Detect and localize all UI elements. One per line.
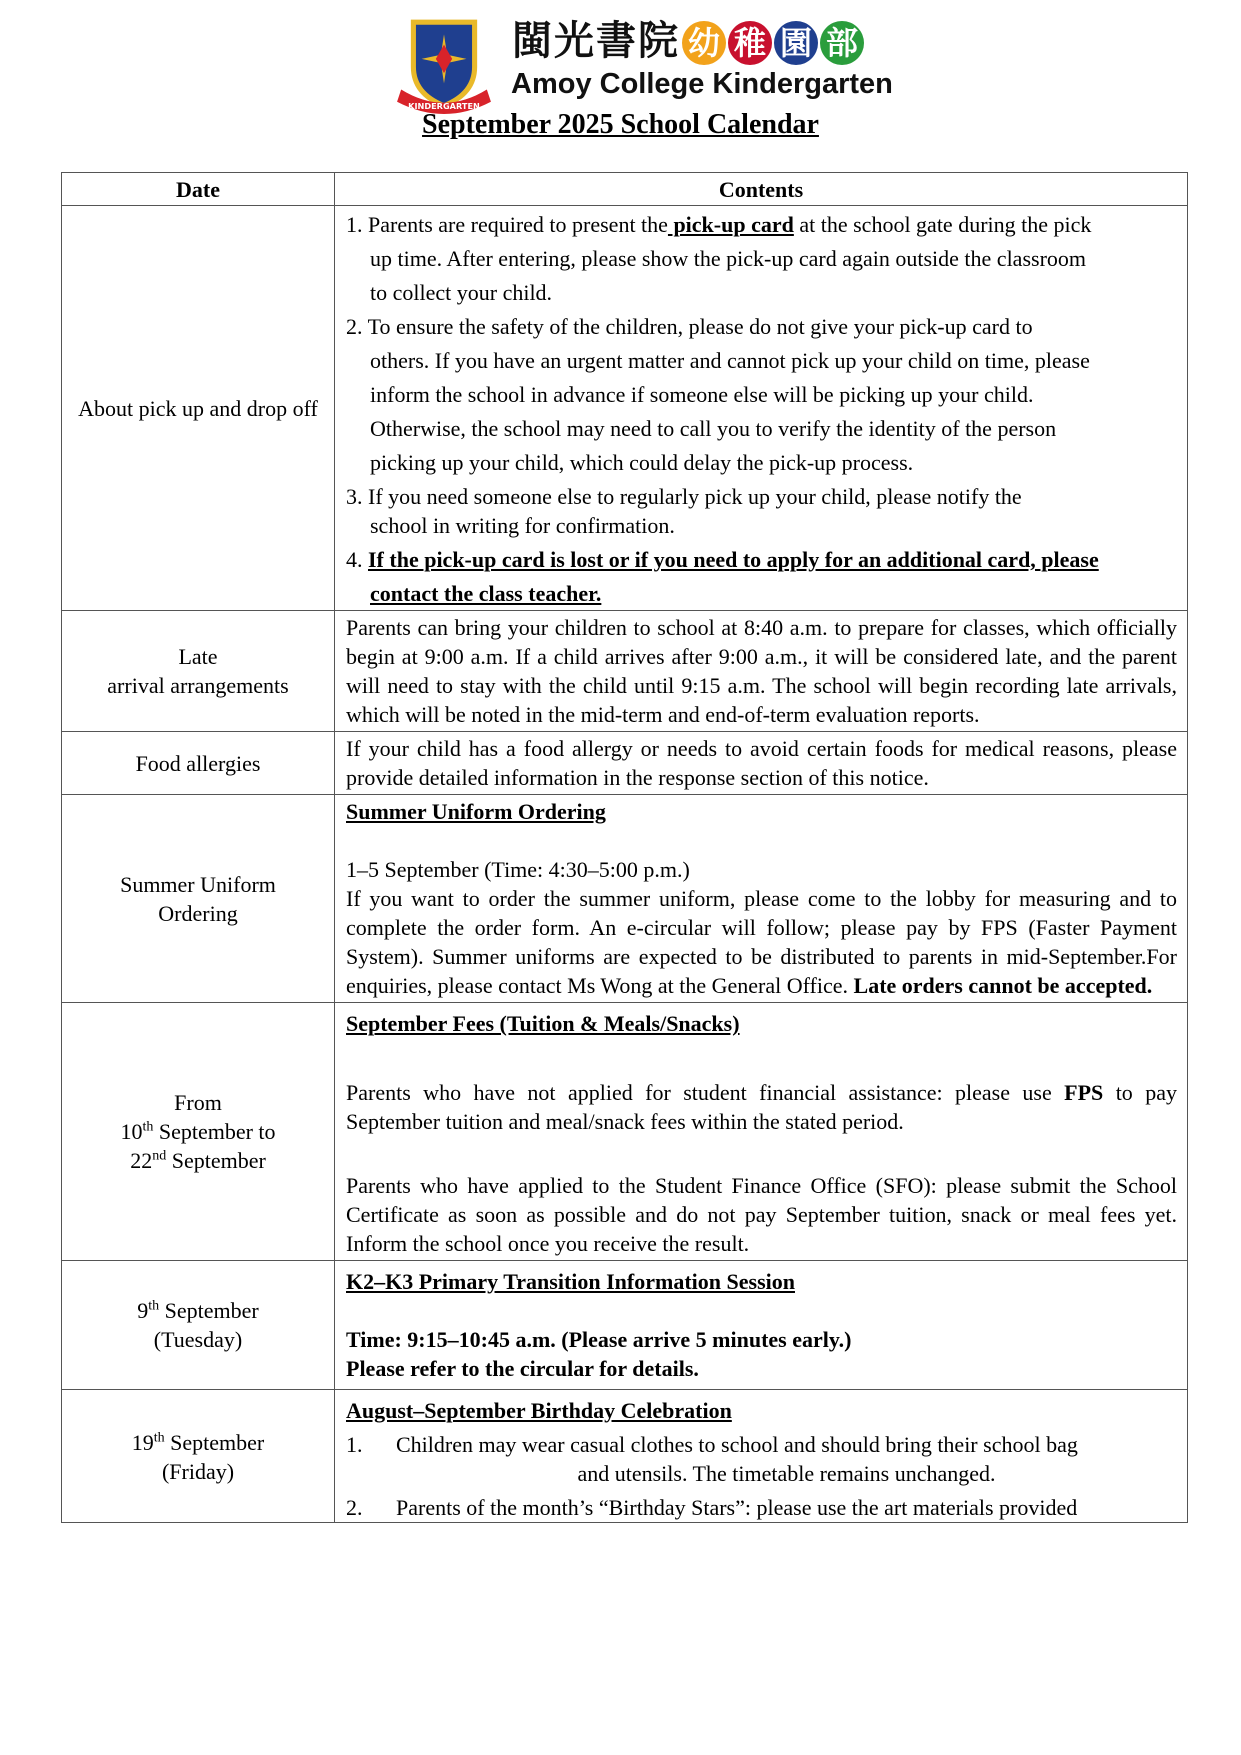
header-contents: Contents [335, 173, 1188, 206]
uniform-heading: Summer Uniform Ordering [346, 799, 606, 824]
char-circle-2: 稚 [728, 21, 772, 65]
english-school-name: Amoy College Kindergarten [511, 68, 893, 100]
transition-refer: Please refer to the circular for details. [346, 1356, 699, 1381]
pickup-line-12: contact the class teacher. [370, 581, 602, 606]
school-crest-logo [393, 14, 495, 116]
content-transition-session [335, 1261, 1188, 1390]
fees-paragraph-1: Parents who have not applied for student financial assistance: please use FPS to pay September tuition and meal/snack fees within the stated period. [346, 1080, 1177, 1134]
logo-ribbon-text: KINDERGARTEN [408, 100, 480, 111]
birthday-item-2: 2. Parents of the month’s “Birthday Stars”: please use the art materials provided [346, 1495, 1078, 1520]
content-food-allergies [335, 732, 1188, 795]
date-september-fees [62, 1003, 335, 1261]
birthday-date: 19th September [131, 1430, 265, 1455]
pickup-line-6: inform the school in advance if someone else will be picking up your child. [370, 382, 1034, 407]
row-summer-uniform [62, 795, 1188, 1003]
date-late-arrival [62, 611, 335, 732]
char-circle-4: 部 [820, 21, 864, 65]
header-date: Date [62, 173, 335, 206]
fees-date-from: From [174, 1090, 222, 1115]
row-food-allergies [62, 732, 1188, 795]
transition-heading: K2–K3 Primary Transition Information Session [346, 1269, 795, 1294]
uniform-text: If you want to order the summer uniform, please come to the lobby for measuring and to complete the order form. An e-circular will follow; please pay by FPS (Faster Payment System). Summer uniforms are expected to be distributed to parents in mid-September.For enquiries, please contact Ms Wong at the General Office. Late orders cannot be accepted. [346, 886, 1177, 998]
char-circle-1: 幼 [682, 21, 726, 65]
row-birthday-celebration [62, 1390, 1188, 1523]
pickup-line-5: others. If you have an urgent matter and cannot pick up your child on time, please [370, 348, 1090, 373]
late-arrival-text: Parents can bring your children to school at 8:40 a.m. to prepare for classes, which officially begin at 9:00 a.m. If a child arrives after 9:00 a.m., it will be considered late, and the parent will need to stay with the child until 9:15 a.m. The school will begin recording late arrivals, which will be noted in the mid-term and end-of-term evaluation reports. [346, 615, 1177, 727]
birthday-item-1: 1. Children may wear casual clothes to school and should bring their school bag and utensils. The timetable remains unchanged. [346, 1432, 1078, 1486]
pickup-line-8: picking up your child, which could delay the pick-up process. [370, 450, 914, 475]
row-transition-session [62, 1261, 1188, 1390]
pickup-line-11: 4. If the pick-up card is lost or if you need to apply for an additional card, please [346, 547, 1099, 572]
row-pickup [62, 206, 1188, 611]
pickup-line-9: 3. If you need someone else to regularly pick up your child, please notify the [346, 484, 1022, 509]
chinese-name-text: 閩光書院 [512, 18, 680, 64]
school-calendar-table [61, 172, 1188, 1523]
pickup-line-7: Otherwise, the school may need to call you to verify the identity of the person [370, 416, 1057, 441]
pickup-line-3: to collect your child. [370, 280, 553, 305]
date-late-line1: Late [178, 644, 218, 669]
date-summer-uniform: Summer Uniform Ordering [62, 795, 335, 1003]
date-late-line2: arrival arrangements [107, 673, 289, 698]
document-title: September 2025 School Calendar [422, 109, 819, 140]
pickup-line-4: 2. To ensure the safety of the children, please do not give your pick-up card to [346, 314, 1033, 339]
date-food-allergies: Food allergies [62, 732, 335, 795]
content-late-arrival [335, 611, 1188, 732]
fees-date-end: 22nd September [130, 1148, 266, 1173]
date-birthday-celebration [62, 1390, 335, 1523]
content-pickup [335, 206, 1188, 611]
birthday-weekday: (Friday) [161, 1459, 235, 1484]
content-summer-uniform [335, 795, 1188, 1003]
fees-date-start: 10th September to [120, 1119, 276, 1144]
transition-weekday: (Tuesday) [153, 1327, 243, 1352]
pickup-line-1: 1. Parents are required to present the pick-up card at the school gate during the pick [346, 212, 1092, 237]
char-circle-3: 園 [774, 21, 818, 65]
date-transition-session [62, 1261, 335, 1390]
fees-paragraph-2: Parents who have applied to the Student Finance Office (SFO): please submit the School Certificate as soon as possible and do not pay September tuition, snack or meal fees yet. Inform the school once you receive the result. [346, 1173, 1177, 1256]
content-birthday-celebration [335, 1390, 1188, 1523]
transition-time: Time: 9:15–10:45 a.m. (Please arrive 5 minutes early.) [346, 1327, 852, 1352]
pickup-line-2: up time. After entering, please show the pick-up card again outside the classroom [370, 246, 1087, 271]
uniform-period: 1–5 September (Time: 4:30–5:00 p.m.) [346, 857, 690, 882]
pickup-line-10: school in writing for confirmation. [370, 513, 675, 538]
row-september-fees [62, 1003, 1188, 1261]
content-september-fees [335, 1003, 1188, 1261]
chinese-school-name [512, 16, 864, 66]
row-late-arrival [62, 611, 1188, 732]
food-allergies-text: If your child has a food allergy or needs to avoid certain foods for medical reasons, please provide detailed information in the response section of this notice. [346, 736, 1177, 790]
letterhead [0, 0, 1241, 150]
date-pickup: About pick up and drop off [62, 206, 335, 611]
transition-date: 9th September [137, 1298, 259, 1323]
table-header-row [62, 173, 1188, 206]
birthday-heading: August–September Birthday Celebration [346, 1398, 732, 1423]
fees-heading: September Fees (Tuition & Meals/Snacks) [346, 1011, 740, 1036]
